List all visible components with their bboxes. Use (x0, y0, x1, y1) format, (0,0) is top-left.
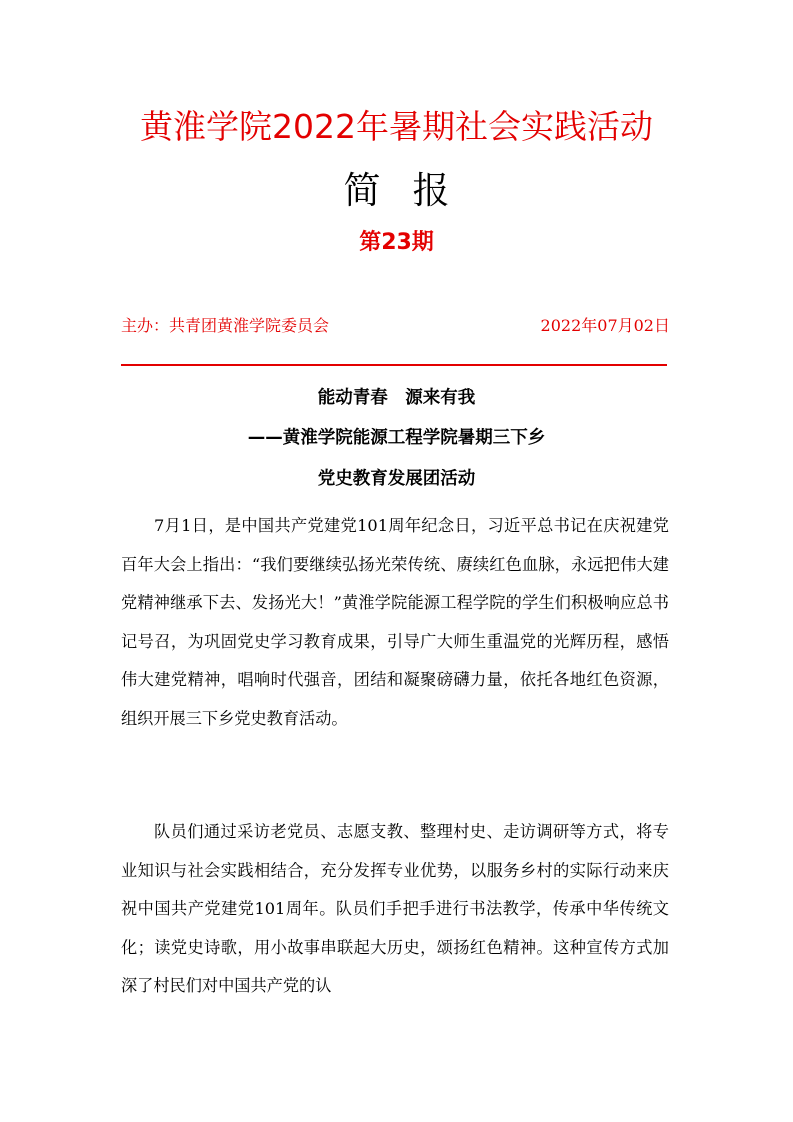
host-line (121, 313, 670, 339)
article-paragraph-2: 队员们通过采访老党员、志愿支教、整理村史、走访调研等方式，将专业知识与社会实践相结合，充分发挥专业优势，以服务乡村的实际行动来庆祝中国共产党建党101周年。队员们手把手进行书法教学，传承中华传统文化；读党史诗歌，用小故事串联起大历史，颂扬红色精神。这种宣传方式加深了村民们对中国共产党的认 (121, 822, 669, 995)
bulletin-heading: 简报 (343, 169, 482, 212)
article-title-line-1: 能动青春 源来有我 (317, 388, 476, 408)
article-title-line-3: 党史教育发展团活动 (317, 469, 476, 489)
host-organization: 主办：共青团黄淮学院委员会 (121, 316, 330, 335)
issue-date: 2022年07月02日 (540, 316, 670, 335)
issue-number: 第23期 (359, 230, 434, 255)
masthead-title: 黄淮学院2022年暑期社会实践活动 (140, 107, 653, 146)
header-divider (121, 364, 667, 366)
article-paragraph-1: 7月1日，是中国共产党建党101周年纪念日，习近平总书记在庆祝建党百年大会上指出：“我们要继续弘扬光荣传统、赓续红色血脉，永远把伟大建党精神继承下去、发扬光大！”黄淮学院能源工程学院的学生们积极响应总书记号召，为巩固党史学习教育成果，引导广大师生重温党的光辉历程，感悟伟大建党精神，唱响时代强音，团结和凝聚磅礴力量，依托各地红色资源，组织开展三下乡党史教育活动。 (121, 516, 669, 728)
article-title-line-2: ——黄淮学院能源工程学院暑期三下乡 (247, 428, 546, 448)
